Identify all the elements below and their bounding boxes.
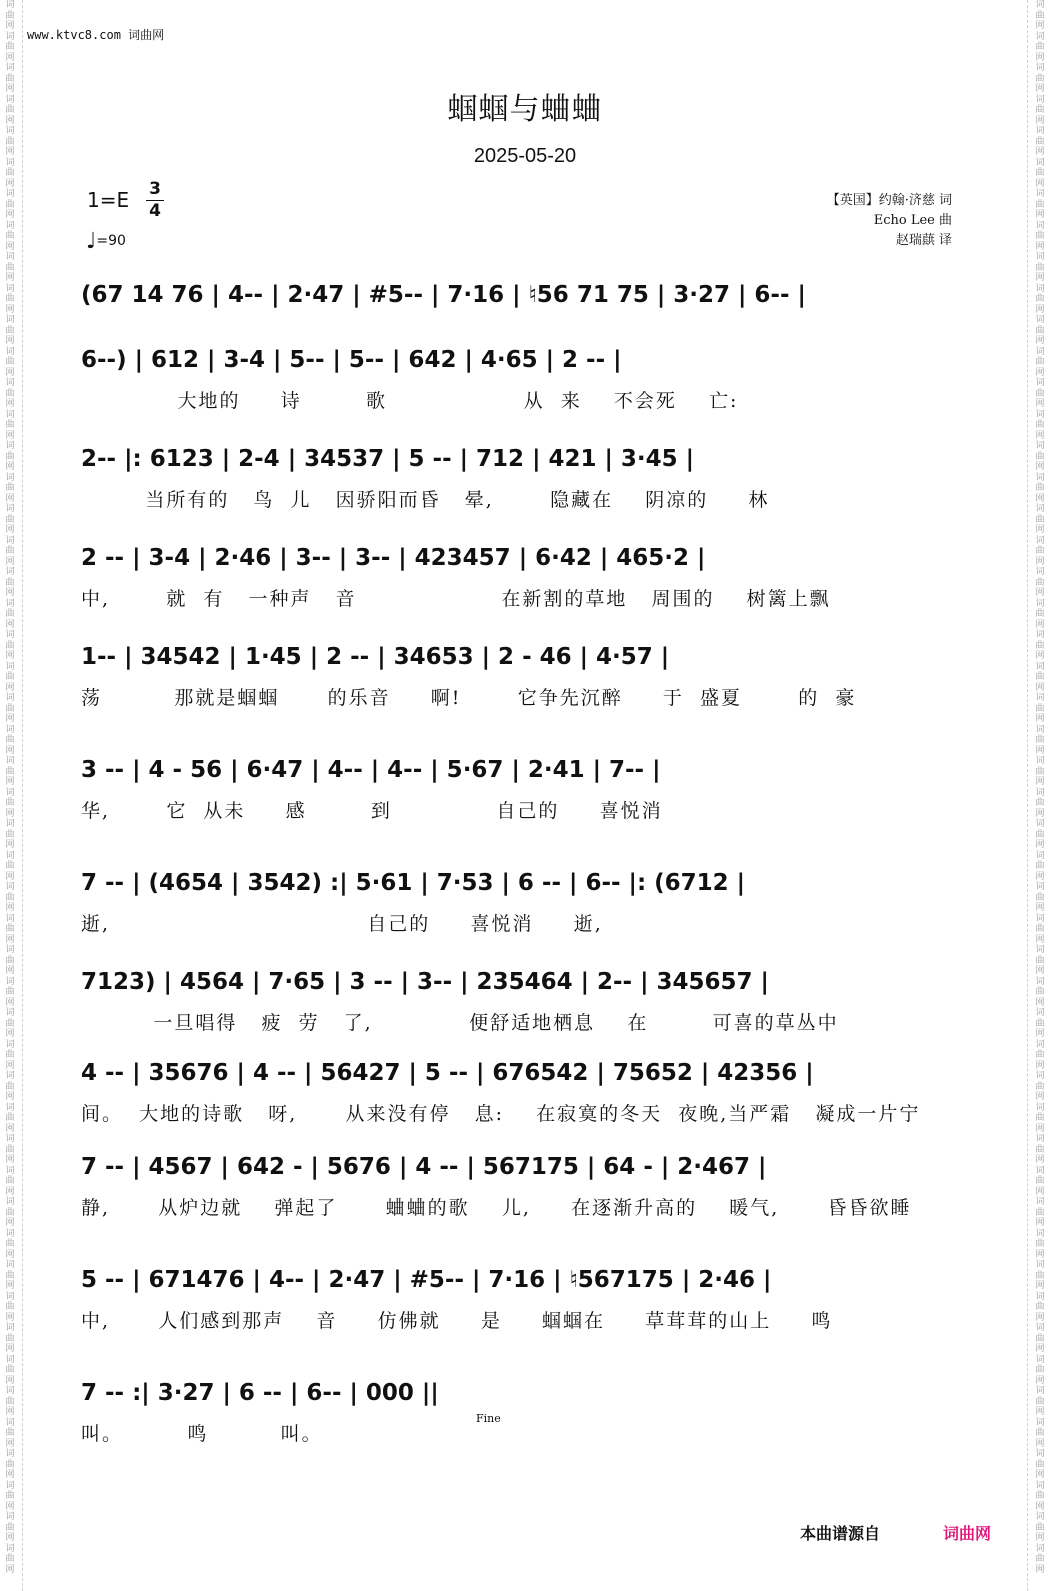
quarter-note-icon: ♩ (86, 229, 97, 254)
footer-brand-link[interactable]: 词曲网 (943, 1524, 992, 1543)
lyric-row-9: 间。 大地的诗歌 呀, 从来没有停 息: 在寂寞的冬天 夜晚,当严霜 凝成一片宁 (81, 1103, 921, 1125)
score-row-7: 7 -- | (4654 | 3542) :| 5·61 | 7·53 | 6 -- | 6-- |: (6712 | (81, 870, 746, 896)
page-border-left (22, 0, 23, 1591)
lyric-row-10: 静, 从炉边就 弹起了 蛐蛐的歌 儿, 在逐渐升高的 暖气, 昏昏欲睡 (81, 1197, 912, 1219)
score-row-1: (67 14 76 | 4-- | 2·47 | #5-- | 7·16 | ♮56 71 75 | 3·27 | 6-- | (81, 282, 806, 308)
time-signature-bottom: 4 (149, 201, 161, 221)
lyric-row-8: 一旦唱得 疲 劳 了, 便舒适地栖息 在 可喜的草丛中 (81, 1012, 839, 1034)
composer-credit: Echo Lee 曲 (873, 213, 952, 228)
lyric-row-7: 逝, 自己的 喜悦消 逝, (81, 913, 603, 935)
site-url[interactable]: www.ktvc8.com 词曲网 (27, 28, 165, 42)
lyric-row-4: 中, 就 有 一种声 音 在新割的草地 周围的 树篱上飘 (81, 588, 831, 610)
lyric-row-12: 叫。 鸣 叫。 (81, 1423, 323, 1445)
score-row-12: 7 -- :| 3·27 | 6 -- | 6-- | 000 || (81, 1380, 439, 1406)
score-row-3: 2-- |: 6123 | 2-4 | 34537 | 5 -- | 712 | 421 | 3·45 | (81, 446, 695, 472)
time-signature-top: 3 (149, 179, 161, 199)
score-row-5: 1-- | 34542 | 1·45 | 2 -- | 34653 | 2 - 46 | 4·57 | (81, 644, 670, 670)
tempo-marking (86, 229, 126, 254)
page-border-right (1027, 0, 1028, 1591)
watermark-right: 词曲网词曲网词曲网词曲网词曲网词曲网词曲网词曲网词曲网词曲网词曲网词曲网词曲网词曲网词曲网词曲网词曲网词曲网词曲网词曲网词曲网词曲网词曲网词曲网词曲网词曲网词曲网词曲网词曲网词曲网词曲网词曲网词曲网词曲网词曲网词曲网词曲网词曲网词曲网词曲网词曲网词曲网词曲网词曲网词曲网词曲网词曲网词曲网词曲网词曲网 (1035, 0, 1045, 1575)
lyric-row-2: 大地的 诗 歌 从 来 不会死 亡: (81, 390, 739, 412)
score-row-11: 5 -- | 671476 | 4-- | 2·47 | #5-- | 7·16 | ♮567175 | 2·46 | (81, 1267, 772, 1293)
lyric-row-11: 中, 人们感到那声 音 仿佛就 是 蝈蝈在 草茸茸的山上 鸣 (81, 1310, 833, 1332)
score-row-9: 4 -- | 35676 | 4 -- | 56427 | 5 -- | 676542 | 75652 | 42356 | (81, 1060, 814, 1086)
song-date: 2025-05-20 (473, 145, 577, 167)
song-title: 蝈蝈与蛐蛐 (447, 92, 603, 127)
footer-source-label: 本曲谱源自 (800, 1524, 881, 1543)
key-signature: 1=E (87, 188, 130, 212)
score-row-6: 3 -- | 4 - 56 | 6·47 | 4-- | 4-- | 5·67 | 2·41 | 7-- | (81, 757, 661, 783)
score-row-2: 6--) | 612 | 3-4 | 5-- | 5-- | 642 | 4·65 | 2 -- | (81, 347, 622, 373)
credits (827, 191, 952, 251)
lyric-row-5: 荡 那就是蝈蝈 的乐音 啊! 它争先沉醉 于 盛夏 的 豪 (81, 687, 857, 709)
score-row-4: 2 -- | 3-4 | 2·46 | 3-- | 3-- | 423457 | 6·42 | 465·2 | (81, 545, 706, 571)
score-row-10: 7 -- | 4567 | 642 - | 5676 | 4 -- | 567175 | 64 - | 2·467 | (81, 1154, 767, 1180)
fine-marking: Fine (476, 1412, 501, 1425)
lyricist-credit: 【英国】约翰·济慈 词 (826, 193, 952, 208)
lyric-row-6: 华, 它 从未 感 到 自己的 喜悦消 (81, 800, 663, 822)
lyric-row-3: 当所有的 鸟 儿 因骄阳而昏 晕, 隐藏在 阴凉的 林 (81, 489, 770, 511)
score-row-8: 7123) | 4564 | 7·65 | 3 -- | 3-- | 235464 | 2-- | 345657 | (81, 969, 769, 995)
watermark-left: 词曲网词曲网词曲网词曲网词曲网词曲网词曲网词曲网词曲网词曲网词曲网词曲网词曲网词曲网词曲网词曲网词曲网词曲网词曲网词曲网词曲网词曲网词曲网词曲网词曲网词曲网词曲网词曲网词曲网词曲网词曲网词曲网词曲网词曲网词曲网词曲网词曲网词曲网词曲网词曲网词曲网词曲网词曲网词曲网词曲网词曲网词曲网词曲网词曲网词曲网 (5, 0, 15, 1575)
time-signature (146, 180, 164, 221)
translator-credit: 赵瑞蕻 译 (895, 233, 952, 248)
tempo-value: =90 (96, 233, 126, 249)
